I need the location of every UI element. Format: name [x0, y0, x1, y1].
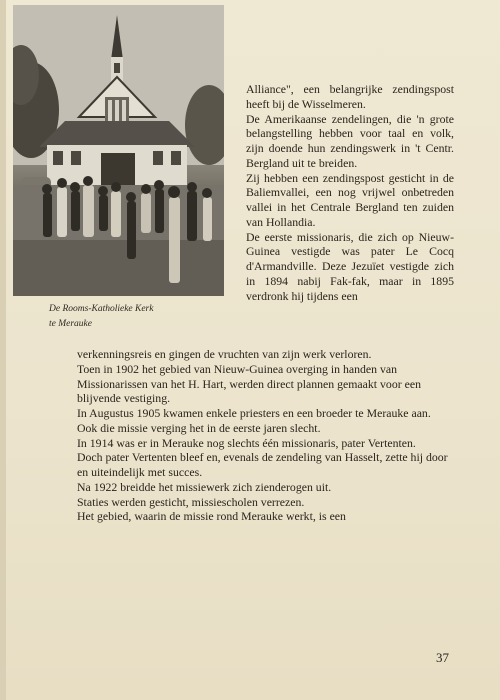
full-width-text [77, 347, 457, 524]
paragraph: Na 1922 breidde het missiewerk zich zienderogen uit. [77, 479, 332, 494]
church-photo [13, 5, 224, 296]
caption-line: De Rooms-Katholieke Kerk [49, 304, 154, 314]
paragraph: Staties werden gesticht, missiescholen verrezen. [77, 494, 305, 509]
paragraph: Doch pater Vertenten bleef en, evenals de zendeling van Hasselt, zette hij door en uiteindelijk met succes. [77, 450, 448, 479]
right-column-text [246, 82, 454, 303]
paragraph: Het gebied, waarin de missie rond Merauke werkt, is een [77, 509, 346, 524]
paragraph: Zij hebben een zendingspost gesticht in de Baliemvallei, een nog vrijwel onbetreden vallei in het Centrale Bergland ten zuiden van Hollandia. [246, 170, 454, 229]
paragraph: De Amerikaanse zendelingen, die 'n grote belangstelling hebben voor taal en volk, zijn doende hun zendingswerk in 't Centr. Bergland uit te breiden. [246, 111, 454, 170]
paragraph: In 1914 was er in Merauke nog slechts één missionaris, pater Vertenten. [77, 435, 416, 450]
caption-line: te Merauke [49, 319, 92, 329]
paragraph: Toen in 1902 het gebied van Nieuw-Guinea overging in handen van Missionarissen van het H. Hart, werden direct plannen gemaakt voor een blijvende vestiging. [77, 361, 421, 406]
paragraph: Ook die missie verging het in de eerste jaren slecht. [77, 420, 321, 435]
page-binding-edge [0, 0, 6, 700]
paragraph: Alliance", een belangrijke zendingspost heeft bij de Wisselmeren. [246, 82, 454, 111]
paragraph: In Augustus 1905 kwamen enkele priesters en een broeder te Merauke aan. [77, 406, 431, 420]
paragraph: De eerste missionaris, die zich op Nieuw-Guinea vestigde was pater Le Cocq d'Armandville. Deze Jezuïet vestigde zich in 1894 nabij Fak-fak, maar in 1895 verdronk hij tijdens een [246, 229, 454, 303]
paragraph: verkenningsreis en gingen de vruchten van zijn werk verloren. [77, 347, 372, 361]
photo-caption [49, 302, 224, 332]
page-number: 37 [436, 650, 449, 665]
